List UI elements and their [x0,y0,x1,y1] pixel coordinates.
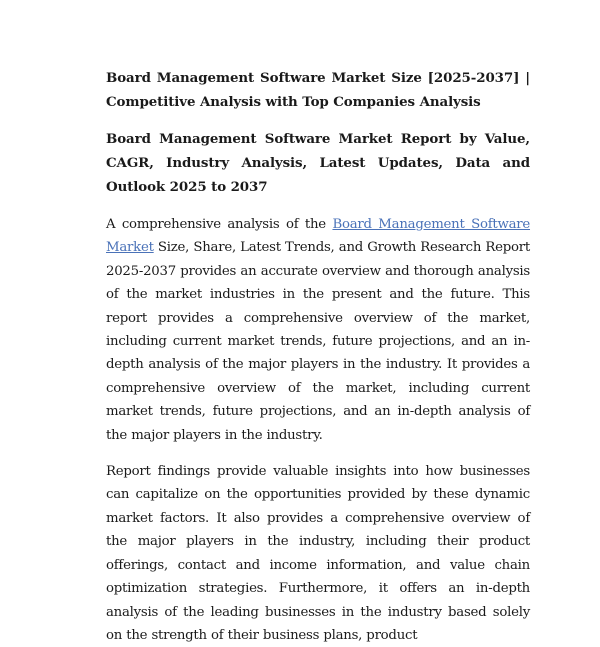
paragraph-intro [106,213,530,447]
market-report-link[interactable]: Board Management Software Market [106,217,531,256]
document-subtitle: Board Management Software Market Report by Value, CAGR, Industry Analysis, Latest Updates, Data and Outlook 2025 to 2037 [106,131,530,195]
paragraph-intro-lead: A comprehensive analysis of the [106,217,333,232]
paragraph-intro-body: Size, Share, Latest Trends, and Growth Research Report 2025-2037 provides an accurate overview and thorough analysis of the market industries in the present and the future. This report provides a comprehensive overview of the market, including current market trends, future projections, and an in-depth analysis of the major players in the industry. It provides a comprehensive overview of the market, including current market trends, future projections, and an in-depth analysis of the major players in the industry. [106,240,530,443]
document-title: Board Management Software Market Size [2025-2037] | Competitive Analysis with Top Companies Analysis [106,70,530,110]
document-content [106,66,530,647]
paragraph-findings: Report findings provide valuable insights into how businesses can capitalize on the opportunities provided by these dynamic market factors. It also provides a comprehensive overview of the major players in the industry, including their product offerings, contact and income information, and value chain optimization strategies. Furthermore, it offers an in-depth analysis of the leading businesses in the industry based solely on the strength of their business plans, product [106,464,530,643]
